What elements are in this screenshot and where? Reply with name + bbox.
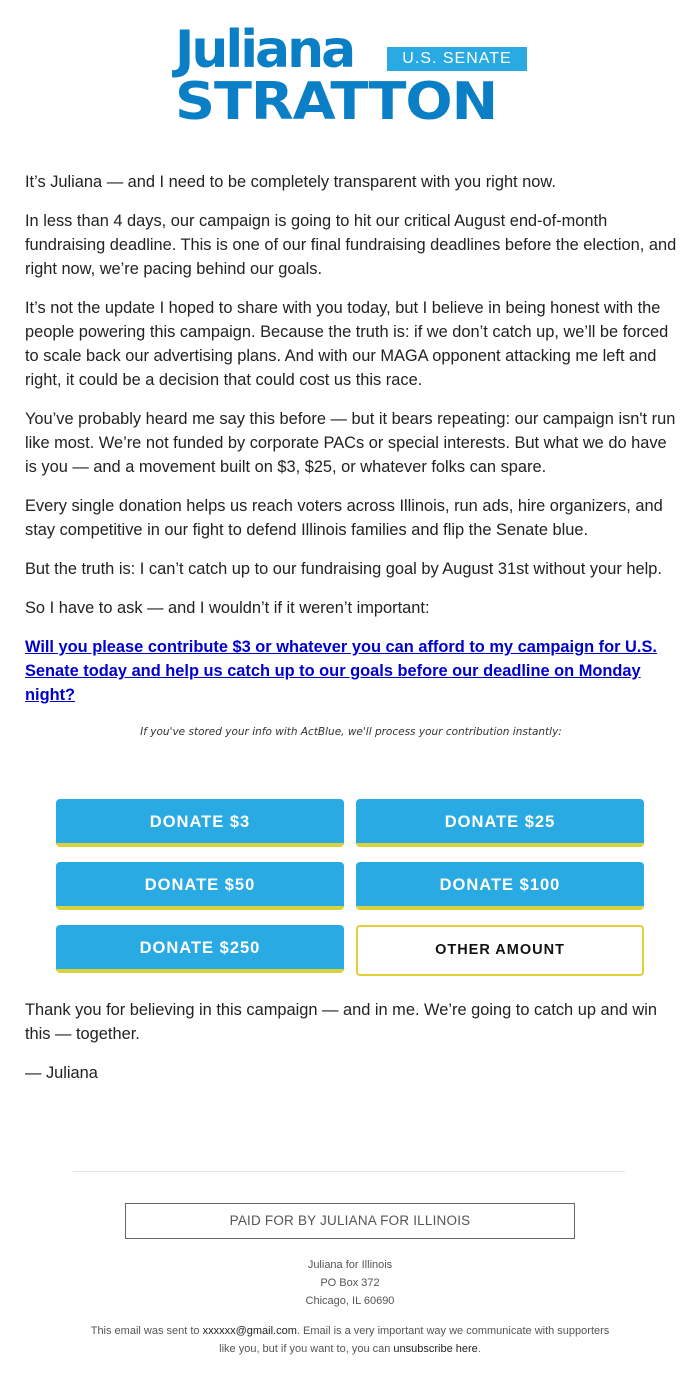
fine-print-middle: . Email is a very important way we communicate with supporters like you, but if you want to, you can: [219, 1325, 610, 1355]
paragraph-goal: But the truth is: I can’t catch up to our fundraising goal by August 31st without your help.: [25, 560, 662, 578]
fine-print-suffix: .: [477, 1343, 481, 1355]
paragraph-thank-you: Thank you for believing in this campaign — and in me. We’re going to catch up and win this — together.: [25, 1001, 657, 1043]
signature: — Juliana: [25, 1064, 98, 1082]
contribute-link[interactable]: Will you please contribute $3 or whatever you can afford to my campaign for U.S. Senate today and help us catch up to our goals before our deadline on Monday night?: [25, 638, 657, 704]
email-body: [25, 170, 677, 757]
closing-section: [25, 998, 677, 1100]
donate-3-button[interactable]: DONATE $3: [56, 799, 344, 847]
fine-print-prefix: This email was sent to: [90, 1325, 203, 1337]
paragraph-donation-impact: Every single donation helps us reach voters across Illinois, run ads, hire organizers, and stay competitive in our fight to defend Illinois families and flip the Senate blue.: [25, 497, 663, 539]
paid-for-disclaimer: PAID FOR BY JULIANA FOR ILLINOIS: [125, 1203, 575, 1239]
logo-last-name: STRATTON: [175, 72, 498, 132]
logo-first-name: Juliana: [175, 20, 354, 80]
donate-25-button[interactable]: DONATE $25: [356, 799, 644, 847]
donate-250-button[interactable]: DONATE $250: [56, 925, 344, 973]
paragraph-greeting: It’s Juliana — and I need to be completely transparent with you right now.: [25, 173, 556, 191]
paragraph-deadline: In less than 4 days, our campaign is going to hit our critical August end-of-month fundraising deadline. This is one of our final fundraising deadlines before the election, and right now, we’re pacing behind our goals.: [25, 212, 677, 278]
logo-office-badge: U.S. SENATE: [387, 47, 527, 71]
mailing-address: [0, 1256, 700, 1310]
address-line-city: Chicago, IL 60690: [305, 1295, 395, 1307]
paragraph-ask: So I have to ask — and I wouldn’t if it weren’t important:: [25, 599, 430, 617]
donate-100-button[interactable]: DONATE $100: [356, 862, 644, 910]
other-amount-button[interactable]: OTHER AMOUNT: [356, 925, 644, 976]
address-line-org: Juliana for Illinois: [307, 1259, 393, 1271]
footer-divider: [73, 1171, 625, 1172]
paragraph-funding: You’ve probably heard me say this before — but it bears repeating: our campaign isn't run like most. We’re not funded by corporate PACs or special interests. But what we do have is you — and a movement built on $3, $25, or whatever folks can spare.: [25, 410, 676, 476]
address-line-po-box: PO Box 372: [320, 1277, 380, 1289]
unsubscribe-link[interactable]: unsubscribe here: [393, 1343, 478, 1355]
footer-fine-print: [85, 1322, 615, 1358]
campaign-logo: [175, 20, 527, 132]
donate-50-button[interactable]: DONATE $50: [56, 862, 344, 910]
actblue-note: If you've stored your info with ActBlue, we'll process your contribution instantly:: [140, 726, 562, 738]
recipient-email-link[interactable]: xxxxxx@gmail.com: [202, 1325, 297, 1337]
paragraph-update: It’s not the update I hoped to share with you today, but I believe in being honest with the people powering this campaign. Because the truth is: if we don’t catch up, we’ll be forced to scale back our advertising plans. And with our MAGA opponent attacking me left and right, it could be a decision that could cost us this race.: [25, 299, 669, 389]
